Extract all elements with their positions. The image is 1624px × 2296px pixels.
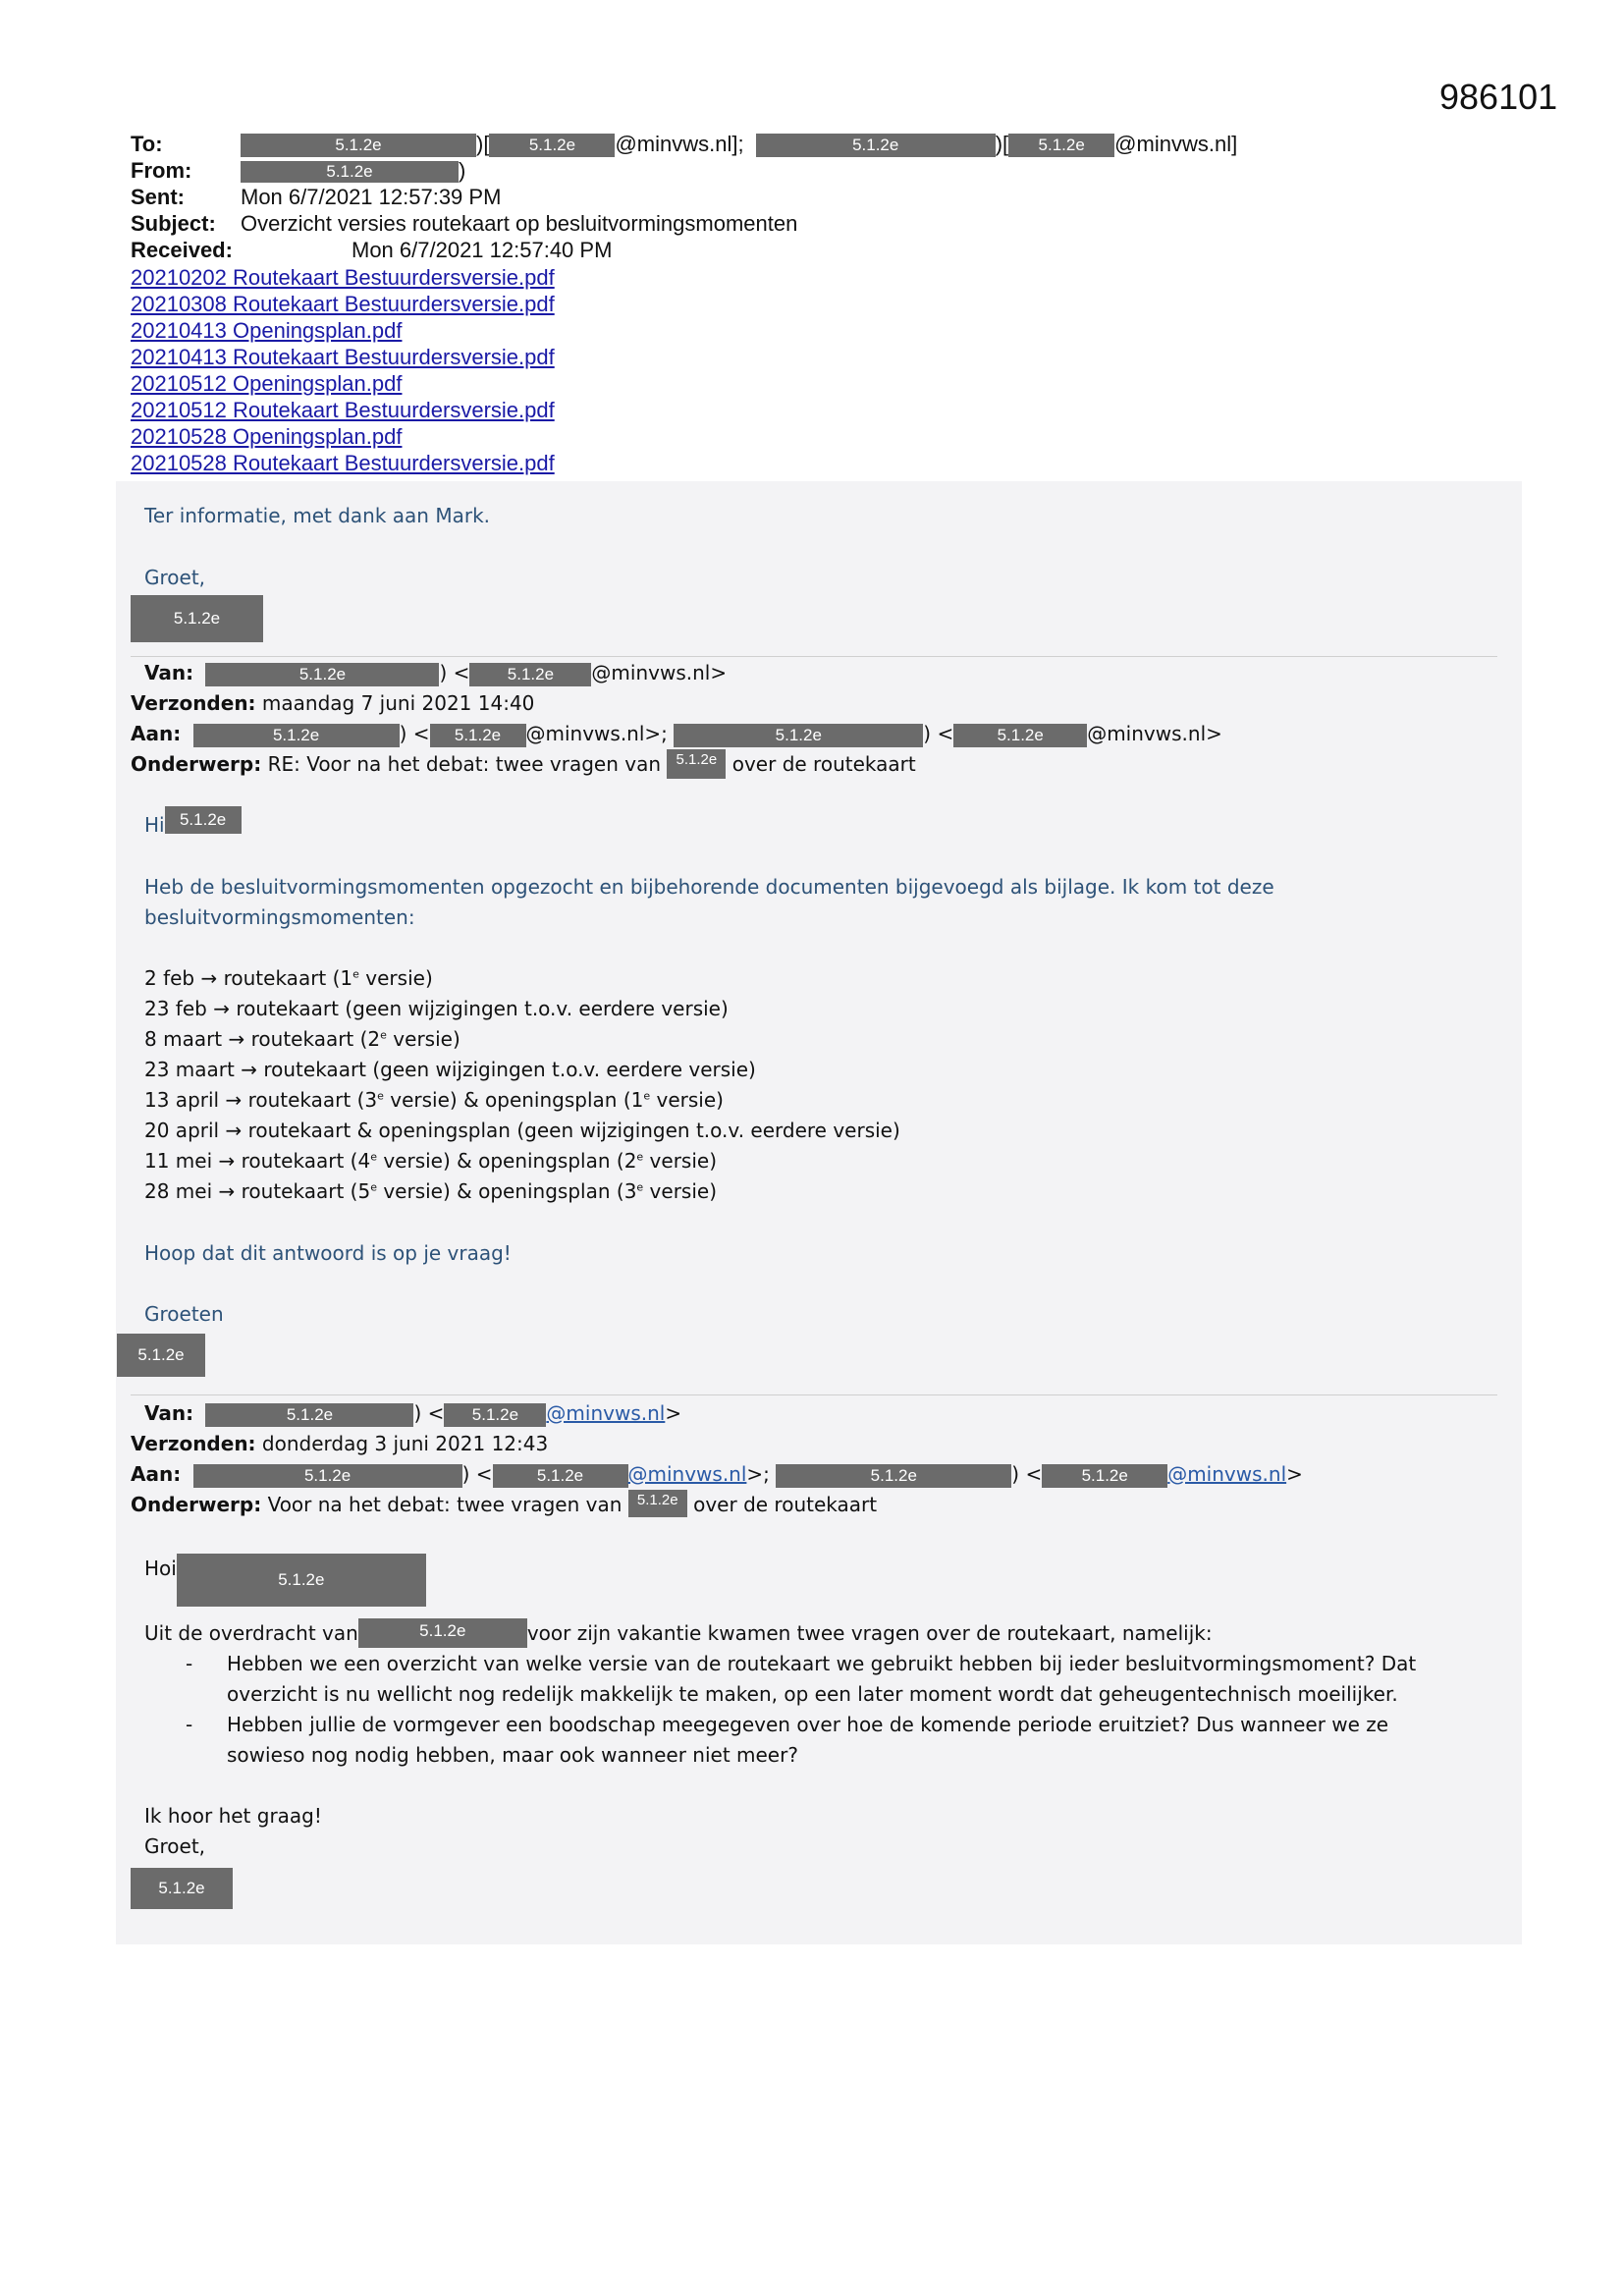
van-domain: @minvws.nl> (591, 661, 728, 684)
aan-domain: @minvws.nl> (1087, 722, 1222, 745)
moment-item: 20 april → routekaart & openingsplan (geen wijzigingen t.o.v. eerdere versie) (144, 1119, 900, 1142)
redaction: 5.1.2e (628, 1490, 687, 1517)
question-item: - Hebben we een overzicht van welke versie van de routekaart we gebruikt hebben bij ieder besluitvormingsmoment? Dat overzicht is nu wellicht nog redelijk makkelijk te maken, op een later moment wordt dat geheugentechnisch moeilijker. (144, 1649, 1460, 1710)
msg3-header: Van: 5.1.2e ) < 5.1.2e @minvws.nl> Verzonden: donderdag 3 juni 2021 12:43 Aan: 5.1.2e ) < 5.1.2e @minvws.nl>; 5.1.2e ) < 5.1.2e @minvws.nl> Onderwerp: Voor na het debat: twee vragen van 5.1.2e over de routekaart (131, 1401, 1303, 1516)
attachment-link[interactable]: 20210512 Openingsplan.pdf (131, 371, 403, 396)
overdracht-text: Uit de overdracht van (144, 1621, 358, 1645)
verzonden-label: Verzonden: (131, 1432, 256, 1455)
attachment-link[interactable]: 20210528 Routekaart Bestuurdersversie.pdf (131, 451, 555, 475)
moment-item: 11 mei → routekaart (4e versie) & openingsplan (2e versie) (144, 1149, 718, 1173)
msg3-greeting: Groet, (144, 1834, 206, 1858)
sent-value: Mon 6/7/2021 12:57:39 PM (241, 185, 502, 209)
attachment-link[interactable]: 20210413 Openingsplan.pdf (131, 318, 403, 343)
aan-label: Aan: (131, 722, 182, 745)
msg2-intro: Heb de besluitvormingsmomenten opgezocht en bijbehorende documenten bijgevoegd als bijlage. Ik kom tot deze besluitvormingsmomenten: (144, 875, 1274, 929)
redaction: 5.1.2e (1008, 134, 1114, 157)
attachment-link[interactable]: 20210308 Routekaart Bestuurdersversie.pdf (131, 292, 555, 316)
question-item: - Hebben jullie de vormgever een boodschap meegegeven over hoe de komende periode eruitziet? Dus wanneer we ze sowieso nog nodig hebben, maar ook wanneer niet meer? (144, 1710, 1460, 1771)
msg3-closing: Ik hoor het graag! (144, 1804, 322, 1828)
redaction: 5.1.2e (953, 724, 1087, 747)
signature-redaction: 5.1.2e (131, 1868, 233, 1909)
sent-label: Sent: (131, 185, 185, 209)
received-label: Received: (131, 238, 233, 262)
hoi-text: Hoi (144, 1557, 177, 1580)
redaction: 5.1.2e (493, 1464, 628, 1488)
moment-item: 2 feb → routekaart (1e versie) (144, 966, 433, 990)
onderwerp-label: Onderwerp: (131, 1493, 262, 1516)
msg1-greeting: Groet, (144, 566, 206, 589)
document-number: 986101 (1439, 77, 1558, 117)
moment-item: 13 april → routekaart (3e versie) & openingsplan (1e versie) (144, 1088, 724, 1112)
msg2-greeting: Groeten (144, 1302, 224, 1326)
decision-moments (144, 963, 900, 1207)
aan-domain: @minvws.nl>; (525, 722, 668, 745)
separator (131, 1394, 1497, 1395)
hi-text: Hi (144, 813, 165, 837)
redaction: 5.1.2e (205, 663, 439, 686)
msg1-body: Ter informatie, met dank aan Mark. (144, 504, 491, 527)
redaction: 5.1.2e (358, 1618, 527, 1648)
from-label: From: (131, 158, 192, 183)
subject-value: Overzicht versies routekaart op besluitvormingsmomenten (241, 211, 798, 236)
to-domain: @minvws.nl] (1114, 132, 1238, 156)
msg2-closing: Hoop dat dit antwoord is op je vraag! (144, 1241, 512, 1265)
attachment-link[interactable]: 20210528 Openingsplan.pdf (131, 424, 403, 449)
subject-label: Subject: (131, 211, 216, 236)
redaction: 5.1.2e (756, 134, 996, 157)
redaction: 5.1.2e (205, 1403, 413, 1427)
attachment-link[interactable]: 20210413 Routekaart Bestuurdersversie.pdf (131, 345, 555, 369)
van-domain[interactable]: @minvws.nl (546, 1401, 666, 1425)
redaction: 5.1.2e (1042, 1464, 1167, 1488)
redaction: 5.1.2e (667, 749, 726, 779)
redaction: 5.1.2e (193, 724, 400, 747)
redaction: 5.1.2e (193, 1464, 462, 1488)
verzonden-value: maandag 7 juni 2021 14:40 (261, 691, 535, 715)
signature-redaction: 5.1.2e (117, 1334, 205, 1377)
redaction: 5.1.2e (241, 161, 459, 183)
overdracht-text: voor zijn vakantie kwamen twee vragen over de routekaart, namelijk: (526, 1621, 1213, 1645)
redaction: 5.1.2e (430, 724, 526, 747)
redaction: 5.1.2e (444, 1403, 546, 1427)
aan-label: Aan: (131, 1462, 182, 1486)
redaction: 5.1.2e (776, 1464, 1011, 1488)
received-value: Mon 6/7/2021 12:57:40 PM (352, 238, 613, 262)
onderwerp-text: over de routekaart (731, 752, 916, 776)
van-label: Van: (144, 1401, 194, 1425)
onderwerp-text: RE: Voor na het debat: twee vragen van (267, 752, 662, 776)
verzonden-label: Verzonden: (131, 691, 256, 715)
redaction: 5.1.2e (165, 806, 242, 834)
redaction: 5.1.2e (241, 134, 476, 157)
redaction: 5.1.2e (489, 134, 615, 157)
onderwerp-text: over de routekaart (693, 1493, 878, 1516)
moment-item: 8 maart → routekaart (2e versie) (144, 1027, 460, 1051)
onderwerp-text: Voor na het debat: twee vragen van (267, 1493, 623, 1516)
separator (131, 656, 1497, 657)
onderwerp-label: Onderwerp: (131, 752, 262, 776)
attachment-link[interactable]: 20210512 Routekaart Bestuurdersversie.pdf (131, 398, 555, 422)
moment-item: 23 feb → routekaart (geen wijzigingen t.o.v. eerdere versie) (144, 997, 729, 1020)
msg2-header: Van: 5.1.2e ) < 5.1.2e @minvws.nl> Verzonden: maandag 7 juni 2021 14:40 Aan: 5.1.2e ) < 5.1.2e @minvws.nl>; 5.1.2e ) < 5.1.2e @minvws.nl> Onderwerp: RE: Voor na het debat: twee vragen van 5.1.2e over de routekaart (131, 658, 1222, 780)
signature-redaction: 5.1.2e (131, 595, 263, 642)
attachment-list (131, 264, 555, 476)
redaction: 5.1.2e (469, 663, 591, 686)
redaction: 5.1.2e (177, 1554, 426, 1607)
moment-item: 28 mei → routekaart (5e versie) & openingsplan (3e versie) (144, 1179, 718, 1203)
verzonden-value: donderdag 3 juni 2021 12:43 (261, 1432, 549, 1455)
to-label: To: (131, 132, 163, 156)
aan-domain[interactable]: @minvws.nl (1167, 1462, 1287, 1486)
to-domain: @minvws.nl]; (615, 132, 744, 156)
redaction: 5.1.2e (674, 724, 923, 747)
aan-domain[interactable]: @minvws.nl (627, 1462, 747, 1486)
moment-item: 23 maart → routekaart (geen wijzigingen t.o.v. eerdere versie) (144, 1058, 756, 1081)
van-label: Van: (144, 661, 194, 684)
question-list (144, 1649, 1460, 1771)
attachment-link[interactable]: 20210202 Routekaart Bestuurdersversie.pdf (131, 265, 555, 290)
